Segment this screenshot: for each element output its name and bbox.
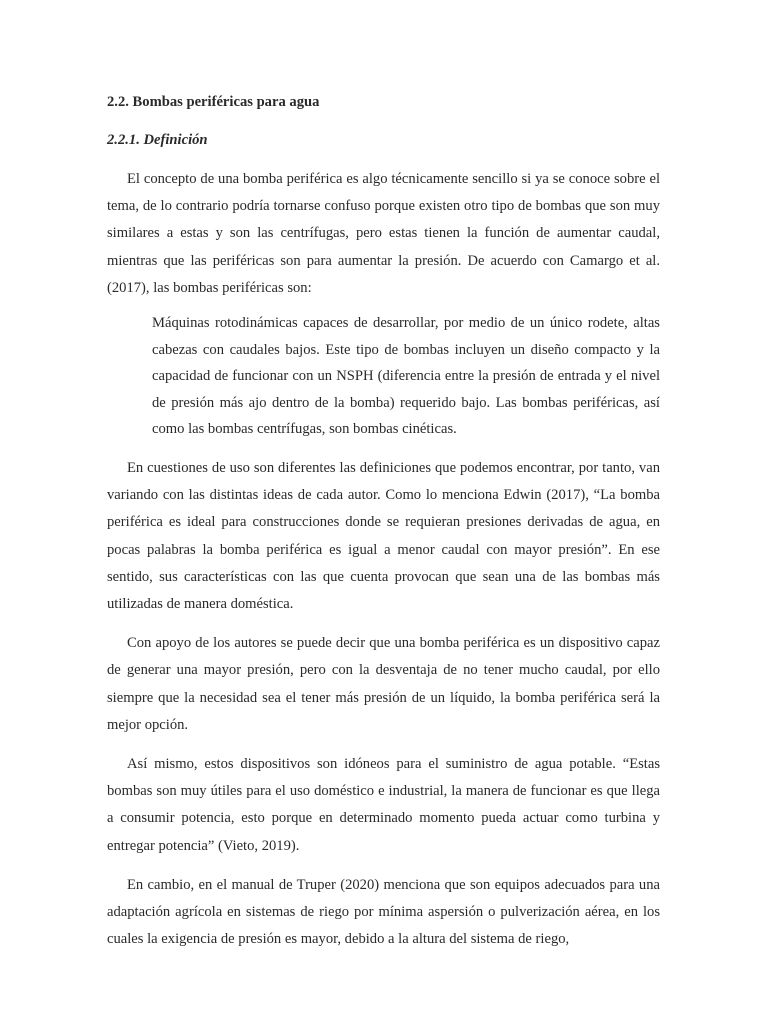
paragraph-potable-water: Así mismo, estos dispositivos son idóneos para el suministro de agua potable. “Estas bombas son muy útiles para el uso doméstico e industrial, la manera de funcionar es que llega a consumir potencia, esto porque en determinado momento pueda actuar como turbina y entregar potencia” (Vieto, 2019). (107, 756, 660, 854)
document-page (107, 92, 660, 953)
paragraph-truper: En cambio, en el manual de Truper (2020) menciona que son equipos adecuados para una adaptación agrícola en sistemas de riego por mínima aspersión o pulverización aérea, en los cuales la exigencia de presión es mayor, debido a la altura del sistema de riego, (107, 876, 660, 948)
block-quote: Máquinas rotodinámicas capaces de desarrollar, por medio de un único rodete, altas cabezas con caudales bajos. Este tipo de bombas incluyen un diseño compacto y la capacidad de funcionar con un NSPH (diferencia entre la presión de entrada y el nivel de presión más ajo dentro de la bomba) requerido bajo. Las bombas periféricas, así como las bombas centrífugas, son bombas cinéticas. (152, 315, 660, 438)
paragraph-usage: En cuestiones de uso son diferentes las definiciones que podemos encontrar, por tanto, van variando con las distintas ideas de cada autor. Como lo menciona Edwin (2017), “La bomba periférica es ideal para construcciones donde se requieran presiones derivadas de agua, en pocas palabras la bomba periférica es igual a menor caudal con mayor presión”. En ese sentido, sus características con las que cuenta provocan que sean una de las bombas más utilizadas de manera doméstica. (107, 459, 660, 612)
subsection-heading: 2.2.1. Definición (107, 132, 208, 148)
paragraph-authors: Con apoyo de los autores se puede decir que una bomba periférica es un dispositivo capaz de generar una mayor presión, pero con la desventaja de no tener mucho caudal, por ello siempre que la necesidad sea el tener más presión de un líquido, la bomba periférica será la mejor opción. (107, 635, 660, 733)
paragraph-intro: El concepto de una bomba periférica es algo técnicamente sencillo si ya se conoce sobre el tema, de lo contrario podría tornarse confuso porque existen otro tipo de bombas que son muy similares a estas y son las centrífugas, pero estas tienen la función de aumentar caudal, mientras que las periféricas son para aumentar la presión. De acuerdo con Camargo et al. (2017), las bombas periféricas son: (107, 171, 660, 296)
section-heading: 2.2. Bombas periféricas para agua (107, 94, 320, 110)
